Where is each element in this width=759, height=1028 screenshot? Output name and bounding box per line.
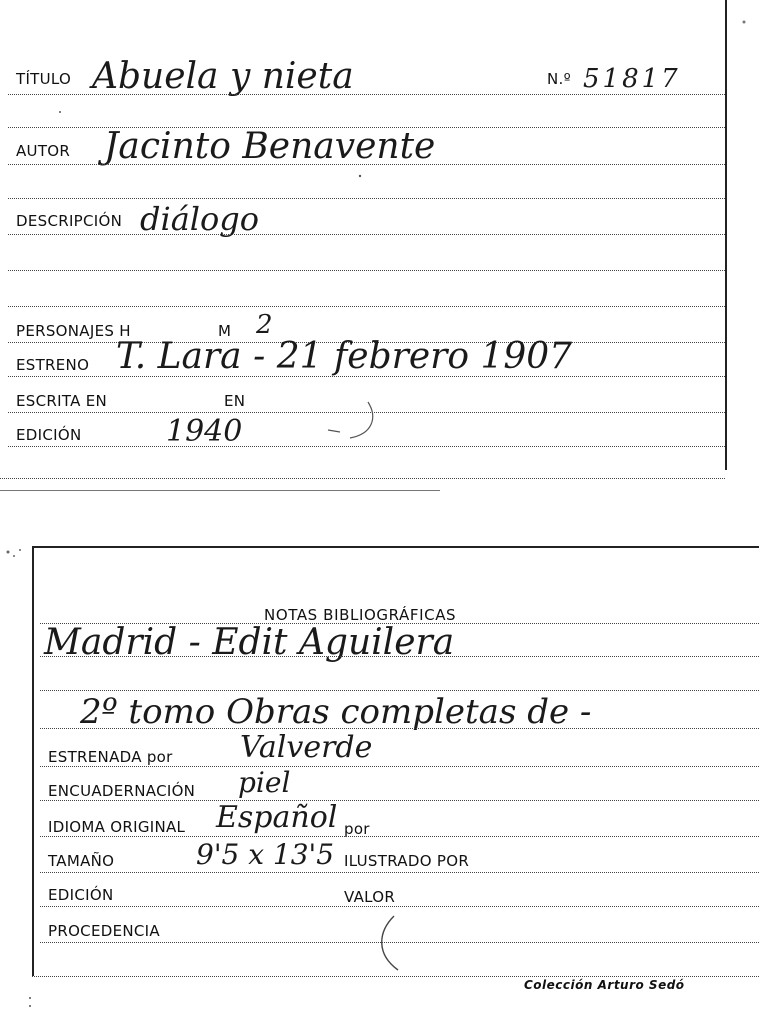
- ilustrado-label: ILUSTRADO POR: [344, 852, 470, 870]
- note-line-1: Madrid - Edit Aguilera: [44, 622, 455, 663]
- edicion-value: 1940: [166, 414, 243, 449]
- edicion2-label: EDICIÓN: [48, 886, 114, 904]
- note-line-2: 2º tomo Obras completas de -: [80, 692, 592, 732]
- estreno-label: ESTRENO: [16, 356, 90, 374]
- valor-label: VALOR: [344, 888, 396, 906]
- procedencia-label: PROCEDENCIA: [48, 922, 160, 940]
- m-value: 2: [256, 310, 273, 340]
- estrenada-label: ESTRENADA por: [48, 748, 173, 766]
- en-label: EN: [224, 392, 246, 410]
- notas-heading: NOTAS BIBLIOGRÁFICAS: [264, 606, 457, 624]
- personajes-label: PERSONAJES H: [16, 322, 131, 340]
- tamano-label: TAMAÑO: [48, 852, 115, 870]
- edicion-label: EDICIÓN: [16, 426, 82, 444]
- numero-value: 51817: [583, 64, 681, 94]
- tamano-value: 9'5 x 13'5: [196, 838, 335, 871]
- autor-value: Jacinto Benavente: [104, 126, 436, 167]
- escrita-label: ESCRITA EN: [16, 392, 108, 410]
- m-label: M: [218, 322, 232, 340]
- encuadernacion-label: ENCUADERNACIÓN: [48, 782, 196, 800]
- titulo-label: TÍTULO: [16, 70, 72, 88]
- numero-label: N.º: [547, 70, 571, 88]
- idioma-label: IDIOMA ORIGINAL: [48, 818, 186, 836]
- por-label: por: [344, 820, 370, 838]
- descripcion-value: diálogo: [140, 200, 260, 238]
- titulo-value: Abuela y nieta: [92, 56, 354, 97]
- encuadernacion-value: piel: [238, 766, 291, 799]
- estreno-value: T. Lara - 21 febrero 1907: [116, 336, 573, 377]
- autor-label: AUTOR: [16, 142, 71, 160]
- estrenada-value: Valverde: [240, 730, 373, 765]
- idioma-value: Español: [216, 800, 338, 835]
- coleccion-label: Colección Arturo Sedó: [524, 978, 685, 992]
- descripcion-label: DESCRIPCIÓN: [16, 212, 123, 230]
